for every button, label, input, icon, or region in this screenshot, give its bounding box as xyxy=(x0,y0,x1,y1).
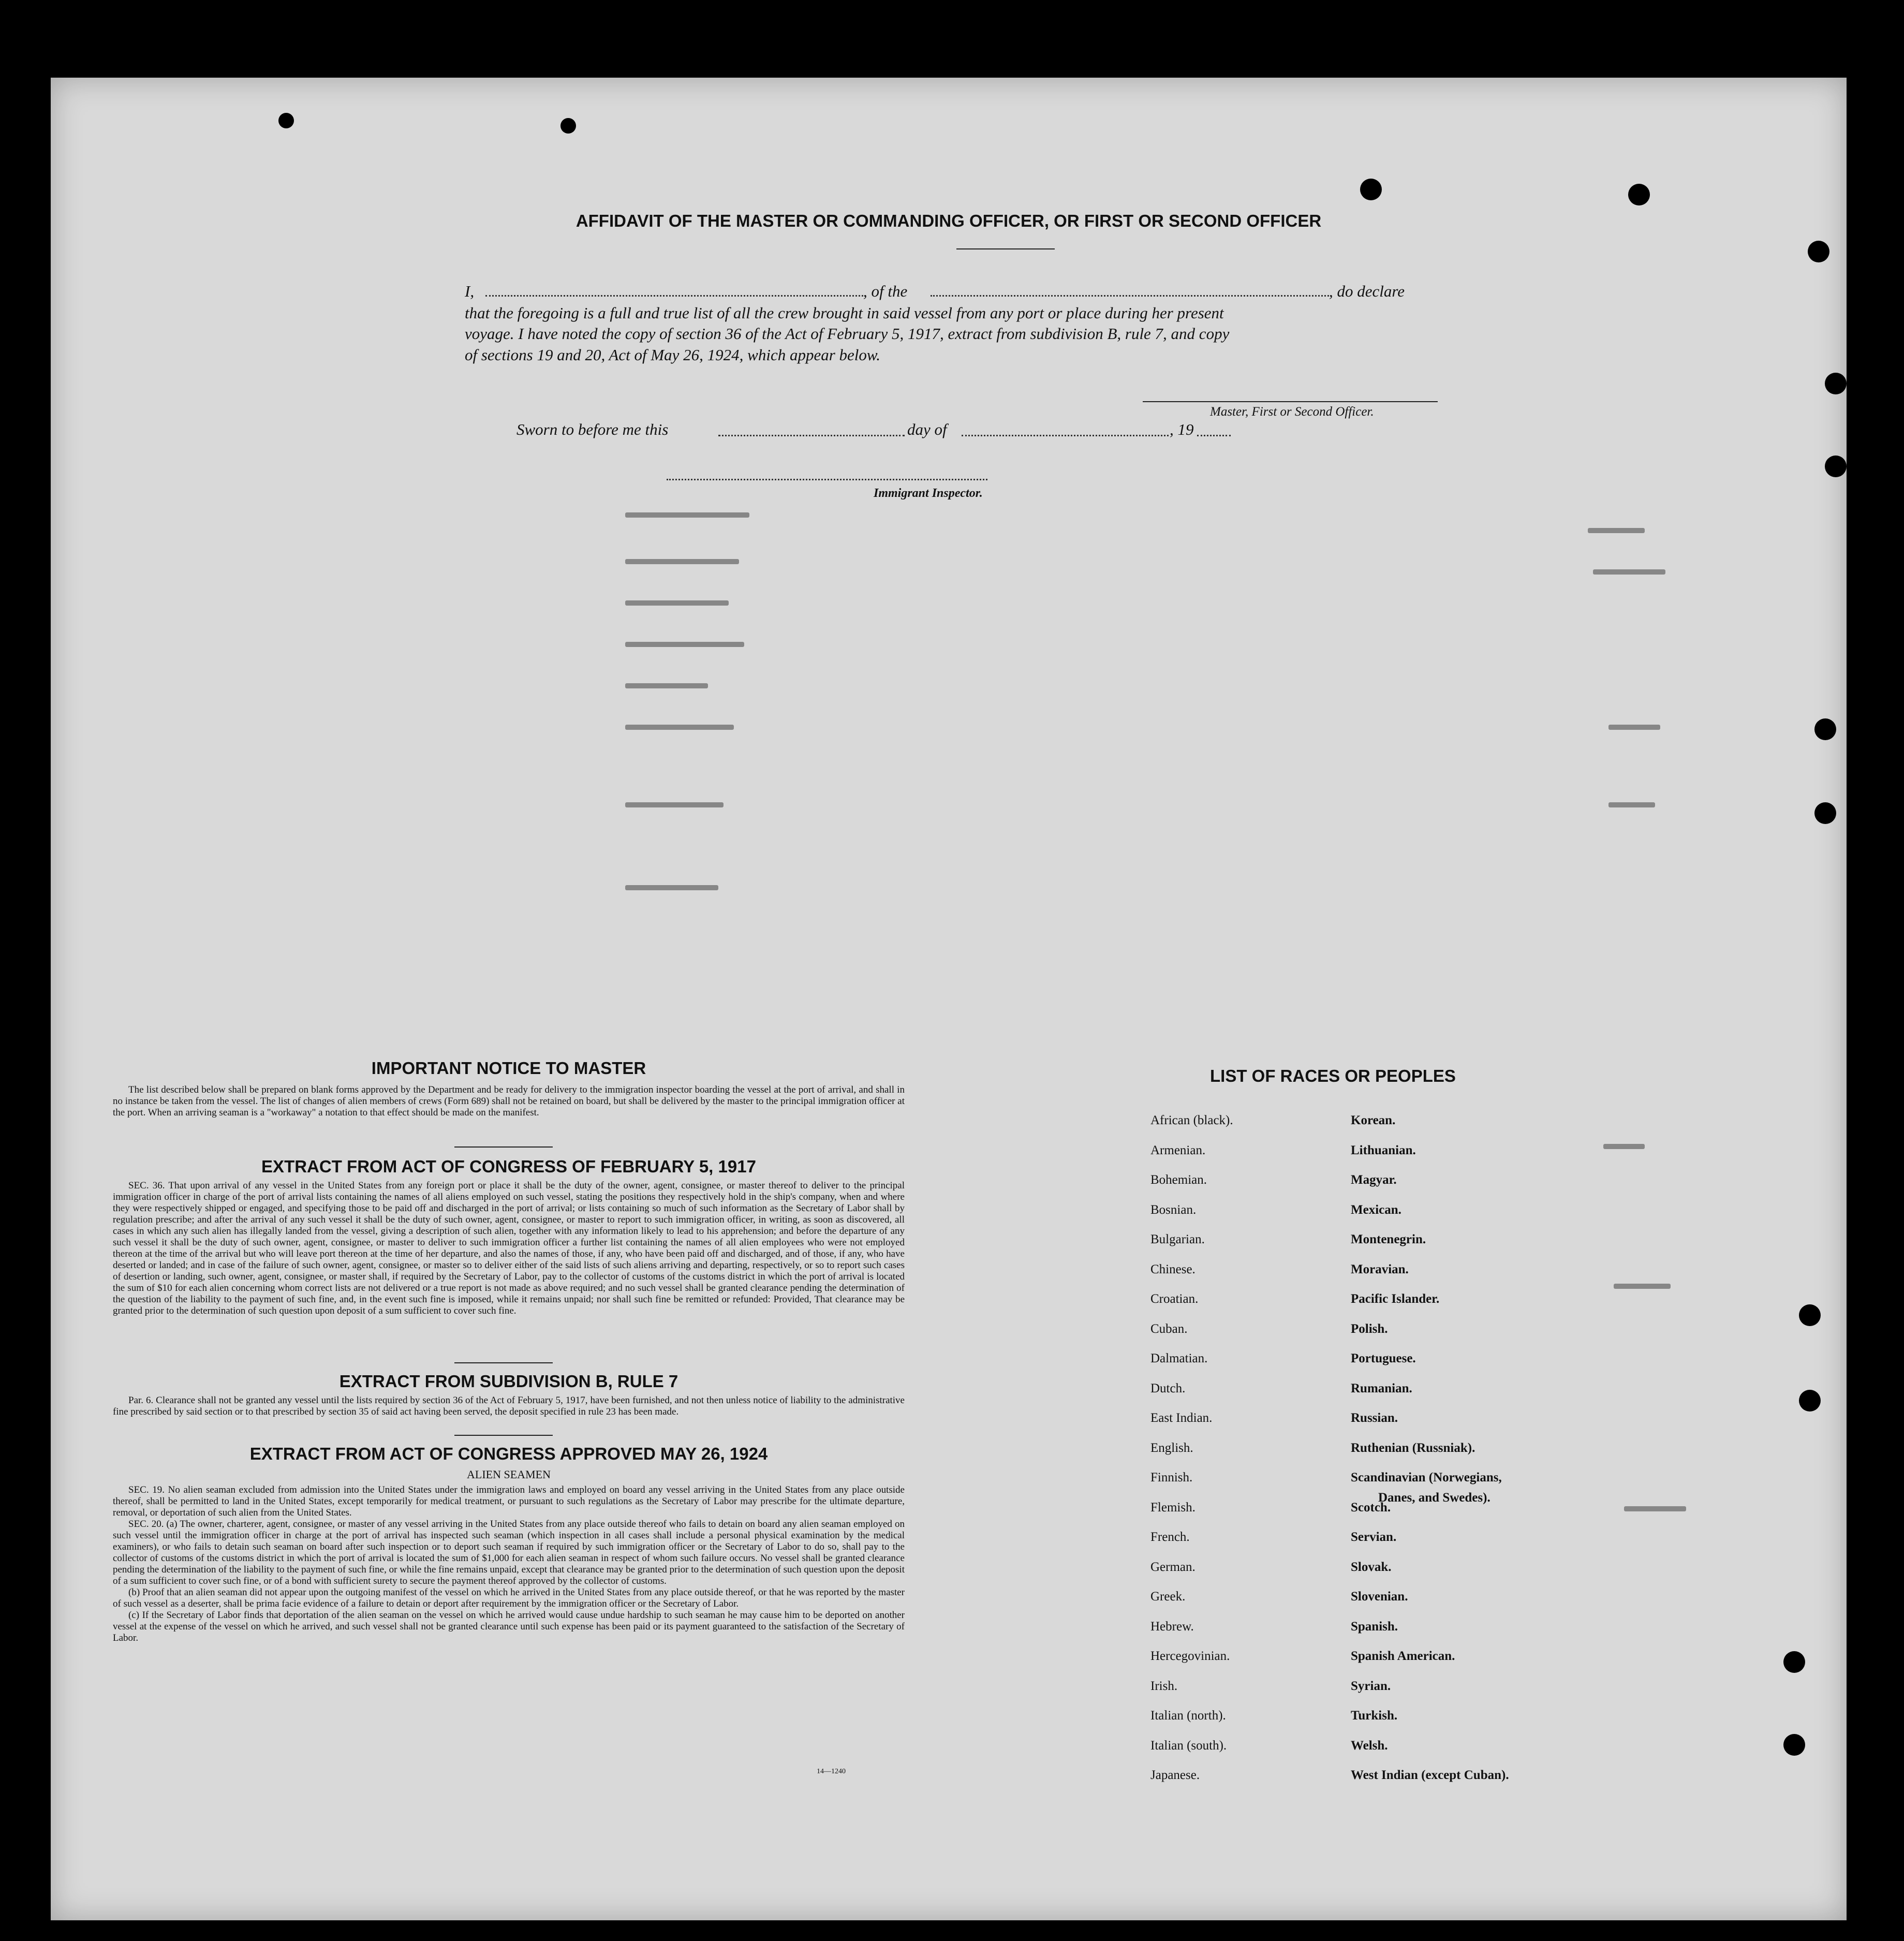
race-entry: Polish. xyxy=(1351,1321,1388,1336)
sworn-year-blank xyxy=(1197,435,1231,436)
bleed-through-mark xyxy=(1603,1144,1645,1149)
inspector-label: Immigrant Inspector. xyxy=(874,487,983,500)
race-entry: Bulgarian. xyxy=(1150,1232,1205,1246)
master-signature-line xyxy=(1143,401,1438,402)
race-entry: Croatian. xyxy=(1150,1292,1199,1306)
section-20b-paragraph: (b) Proof that an alien seaman did not appear upon the outgoing manifest of the vessel on which he arrived in the United States from any place outside thereof, or that he was reported by the master of such vessel as a deserter, shall be prima facie evidence of a failure to detain or deport after requirement by the immigration officer or the Secretary of Labor. xyxy=(113,1587,905,1609)
sworn-day-of: day of xyxy=(907,420,947,438)
affidavit-line4: of sections 19 and 20, Act of May 26, 1924, which appear below. xyxy=(465,346,881,364)
extract-1917-title: EXTRACT FROM ACT OF CONGRESS OF FEBRUARY 5, 1917 xyxy=(261,1157,756,1176)
race-entry: Russian. xyxy=(1351,1411,1398,1425)
sworn-month-blank xyxy=(962,435,1169,436)
race-entry: French. xyxy=(1150,1530,1190,1544)
notice-text xyxy=(113,1084,905,1119)
extract-1917-text xyxy=(113,1180,905,1317)
extract-1924-text xyxy=(113,1484,905,1644)
race-entry: Spanish. xyxy=(1351,1619,1398,1634)
race-entry: Welsh. xyxy=(1351,1738,1388,1753)
race-entry: Slovak. xyxy=(1351,1560,1392,1574)
affidavit-title: AFFIDAVIT OF THE MASTER OR COMMANDING OFFICER, OR FIRST OR SECOND OFFICER xyxy=(575,211,1322,230)
race-entry: Cuban. xyxy=(1150,1321,1188,1336)
sworn-day-blank xyxy=(718,435,905,436)
section-rule xyxy=(454,1362,553,1363)
binder-hole xyxy=(560,118,576,134)
race-entry: Dalmatian. xyxy=(1150,1351,1208,1365)
race-entry: Scandinavian (Norwegians, xyxy=(1351,1471,1502,1484)
section-19-paragraph: SEC. 19. No alien seaman excluded from admission into the United States under the immigration laws and employed on board any vessel arriving in the United States from any place outside thereof, shall be permitted to land in the United States, except temporarily for medical treatment, or pursuant to such regulations as the Secretary of Labor may prescribe for the ultimate departure, removal, or deportation of such alien from the United States. xyxy=(113,1484,905,1518)
race-entry: Portuguese. xyxy=(1351,1351,1416,1365)
vessel-name-blank xyxy=(931,295,1329,297)
race-entry: Ruthenian (Russniak). xyxy=(1351,1440,1475,1455)
bleed-through-mark xyxy=(625,725,734,730)
notice-title: IMPORTANT NOTICE TO MASTER xyxy=(371,1058,646,1078)
section-rule xyxy=(454,1146,553,1148)
binder-hole xyxy=(1799,1390,1821,1411)
master-name-blank xyxy=(485,295,863,297)
notice-paragraph: The list described below shall be prepared on blank forms approved by the Department and be ready for delivery to the immigration inspector boarding the vessel at the port of arrival, and shall in no instance be taken from the vessel. The list of changes of alien members of crews (Form 689) shall not be retained on board, but shall be delivered by the master to the principal immigration officer at the port. When an arriving seaman is a "workaway" a notation to that effect should be made on the manifest. xyxy=(113,1084,905,1118)
binder-hole xyxy=(1814,718,1836,740)
race-entry: West Indian (except Cuban). xyxy=(1351,1768,1509,1782)
race-entry: Bosnian. xyxy=(1150,1202,1197,1217)
bleed-through-mark xyxy=(1608,725,1660,730)
race-entry: Finnish. xyxy=(1150,1471,1193,1484)
document-page xyxy=(51,78,1847,1920)
affidavit-line2: that the foregoing is a full and true list of all the crew brought in said vessel from any port or place during her present xyxy=(465,304,1224,322)
race-entry: Montenegrin. xyxy=(1351,1232,1426,1246)
races-column-1 xyxy=(1150,1113,1233,1798)
race-entry: Hercegovinian. xyxy=(1150,1649,1230,1663)
inspector-signature-line xyxy=(667,479,987,480)
bleed-through-mark xyxy=(625,512,749,518)
extract-1924-title: EXTRACT FROM ACT OF CONGRESS APPROVED MAY 26, 1924 xyxy=(249,1444,768,1463)
race-entry: Mexican. xyxy=(1351,1202,1401,1217)
form-number: 14—1240 xyxy=(817,1768,846,1775)
race-entry: German. xyxy=(1150,1560,1195,1574)
race-entry: East Indian. xyxy=(1150,1411,1213,1425)
race-entry: Dutch. xyxy=(1150,1381,1186,1395)
section-rule xyxy=(454,1435,553,1436)
bleed-through-mark xyxy=(625,600,729,606)
binder-hole xyxy=(1783,1651,1805,1673)
races-title: LIST OF RACES OR PEOPLES xyxy=(1210,1066,1456,1085)
race-entry: Spanish American. xyxy=(1351,1649,1455,1663)
race-entry: Japanese. xyxy=(1150,1768,1200,1782)
affidavit-line1-end: , do declare xyxy=(1329,282,1405,300)
bleed-through-mark xyxy=(1593,569,1665,575)
binder-hole xyxy=(1628,184,1650,205)
scandinavian-continuation: Danes, and Swedes). xyxy=(1378,1491,1490,1505)
race-entry: Greek. xyxy=(1150,1590,1186,1604)
bleed-through-mark xyxy=(1608,802,1655,807)
master-signature-label: Master, First or Second Officer. xyxy=(1210,405,1374,419)
bleed-through-mark xyxy=(1624,1506,1686,1511)
rule-7-text xyxy=(113,1395,905,1418)
sworn-text: Sworn to before me this xyxy=(516,420,669,438)
binder-hole xyxy=(1799,1304,1821,1326)
race-entry: Chinese. xyxy=(1150,1262,1195,1276)
race-entry: Moravian. xyxy=(1351,1262,1409,1276)
race-entry: Scotch. xyxy=(1351,1500,1391,1514)
bleed-through-mark xyxy=(1614,1284,1671,1289)
section-36-paragraph: SEC. 36. That upon arrival of any vessel in the United States from any foreign port or place it shall be the duty of the owner, agent, consignee, or master thereof to deliver to the principal immigration officer in charge of the port of arrival lists containing the names of all aliens employed on such vessel, stating the positions they respectively hold in the ship's company, when and where they were respectively shipped or engaged, and specifying those to be paid off and discharged in the port of arrival; or lists containing so much of such information as the Secretary of Labor shall by regulation prescribe; and after the arrival of any such vessel it shall be the duty of such owner, agent, consignee, or master to report to such immigration officer, in writing, as soon as discovered, all cases in which any such alien has illegally landed from the vessel, giving a description of such alien, together with any information likely to lead to his apprehension; and before the departure of any such vessel it shall be the duty of such owner, agent, consignee, or master to deliver to such immigration officer a further list containing the names of all alien employees who were not employed thereon at the time of the arrival but who will leave port thereon at the time of her departure, and also the names of those, if any, who have been paid off and discharged, and of those, if any, who have deserted or landed; and in case of the failure of such owner, agent, consignee, or master so to deliver either of the said lists of such aliens arriving and departing, respectively, or so to report such cases of desertion or landing, such owner, agent, consignee, or master shall, if required by the Secretary of Labor, pay to the collector of customs of the customs district in which the port of arrival is located the sum of $10 for each alien concerning whom correct lists are not delivered or a true report is not made as above required; and no such vessel shall be granted clearance pending the determination of the question of the liability to the payment of such fine, and, in the event such fine is imposed, while it remains unpaid; nor shall such fine be remitted or refunded: Provided, That clearance may be granted prior to the determination of such question upon deposit of a sum sufficient to cover such fine. xyxy=(113,1180,905,1316)
binder-hole xyxy=(1360,179,1382,200)
race-entry: Magyar. xyxy=(1351,1173,1397,1187)
race-entry: Bohemian. xyxy=(1150,1173,1207,1187)
bleed-through-mark xyxy=(625,683,708,688)
bleed-through-mark xyxy=(625,802,724,807)
section-20c-paragraph: (c) If the Secretary of Labor finds that deportation of the alien seaman on the vessel on which he arrived would cause undue hardship to such seaman he may cause him to be deported on another vessel at the expense of the vessel on which he arrived, and such vessel shall not be granted clearance until such expense has been paid or its payment guaranteed to the satisfaction of the Secretary of Labor. xyxy=(113,1610,905,1643)
binder-hole xyxy=(1783,1734,1805,1756)
bleed-through-mark xyxy=(625,559,739,564)
rule-7-paragraph: Par. 6. Clearance shall not be granted any vessel until the lists required by section 36 of the Act of February 5, 1917, have been furnished, and not then unless notice of liability to the administrative fine prescribed by said section or to that prescribed by section 35 of said act having been served, the deposit specified in rule 23 has been made. xyxy=(113,1395,905,1417)
affidavit-line1-mid: , of the xyxy=(863,282,908,300)
binder-hole xyxy=(1825,373,1847,394)
alien-seamen-subtitle: ALIEN SEAMEN xyxy=(467,1468,551,1481)
race-entry: Slovenian. xyxy=(1351,1590,1408,1604)
race-entry: Flemish. xyxy=(1150,1500,1195,1514)
race-entry: Armenian. xyxy=(1150,1143,1206,1157)
race-entry: Turkish. xyxy=(1351,1709,1398,1723)
race-entry: Lithuanian. xyxy=(1351,1143,1416,1157)
race-entry: English. xyxy=(1150,1440,1193,1455)
affidavit-line3: voyage. I have noted the copy of section 36 of the Act of February 5, 1917, extract from subdivision B, rule 7, and copy xyxy=(465,325,1230,343)
binder-hole xyxy=(278,113,294,128)
race-entry: Hebrew. xyxy=(1150,1619,1194,1634)
bleed-through-mark xyxy=(1588,528,1645,533)
sworn-year: , 19 xyxy=(1170,420,1194,438)
race-entry: Servian. xyxy=(1351,1530,1397,1544)
binder-hole xyxy=(1825,455,1847,477)
races-column-2 xyxy=(1351,1113,1509,1798)
race-entry: Syrian. xyxy=(1351,1679,1391,1693)
race-entry: Italian (north). xyxy=(1150,1709,1226,1723)
race-entry: Rumanian. xyxy=(1351,1381,1412,1395)
section-20a-paragraph: SEC. 20. (a) The owner, charterer, agent, consignee, or master of any vessel arriving in the United States from any place outside thereof who fails to detain on board any alien seaman employed on such vessel until the immigration officer in charge at the port of arrival has inspected such seaman (which inspection in all cases shall include a personal physical examination by the medical examiners), or who fails to detain such seaman on board after such inspection or to deport such seaman if required by such immigration officer or the Secretary of Labor to do so, shall pay to the collector of customs of the customs district in which the port of arrival is located the sum of $1,000 for each alien seaman in respect of whom such failure occurs. No vessel shall be granted clearance pending the determination of the liability to the payment of such fine, or while the fine remains unpaid, except that clearance may be granted prior to the determination of such question upon the deposit of a sum sufficient to cover such fine, or of a bond with sufficient surety to secure the payment thereof approved by the collector of customs. xyxy=(113,1519,905,1586)
binder-hole xyxy=(1814,802,1836,824)
binder-hole xyxy=(1808,241,1829,262)
race-entry: Italian (south). xyxy=(1150,1738,1227,1753)
race-entry: Pacific Islander. xyxy=(1351,1292,1440,1306)
race-entry: African (black). xyxy=(1150,1113,1233,1127)
title-rule xyxy=(956,248,1055,249)
bleed-through-mark xyxy=(625,642,744,647)
race-entry: Korean. xyxy=(1351,1113,1396,1127)
bleed-through-mark xyxy=(625,885,718,890)
rule-7-title: EXTRACT FROM SUBDIVISION B, RULE 7 xyxy=(339,1372,678,1391)
race-entry: Irish. xyxy=(1150,1679,1178,1693)
affidavit-line1-start: I, xyxy=(465,282,475,300)
